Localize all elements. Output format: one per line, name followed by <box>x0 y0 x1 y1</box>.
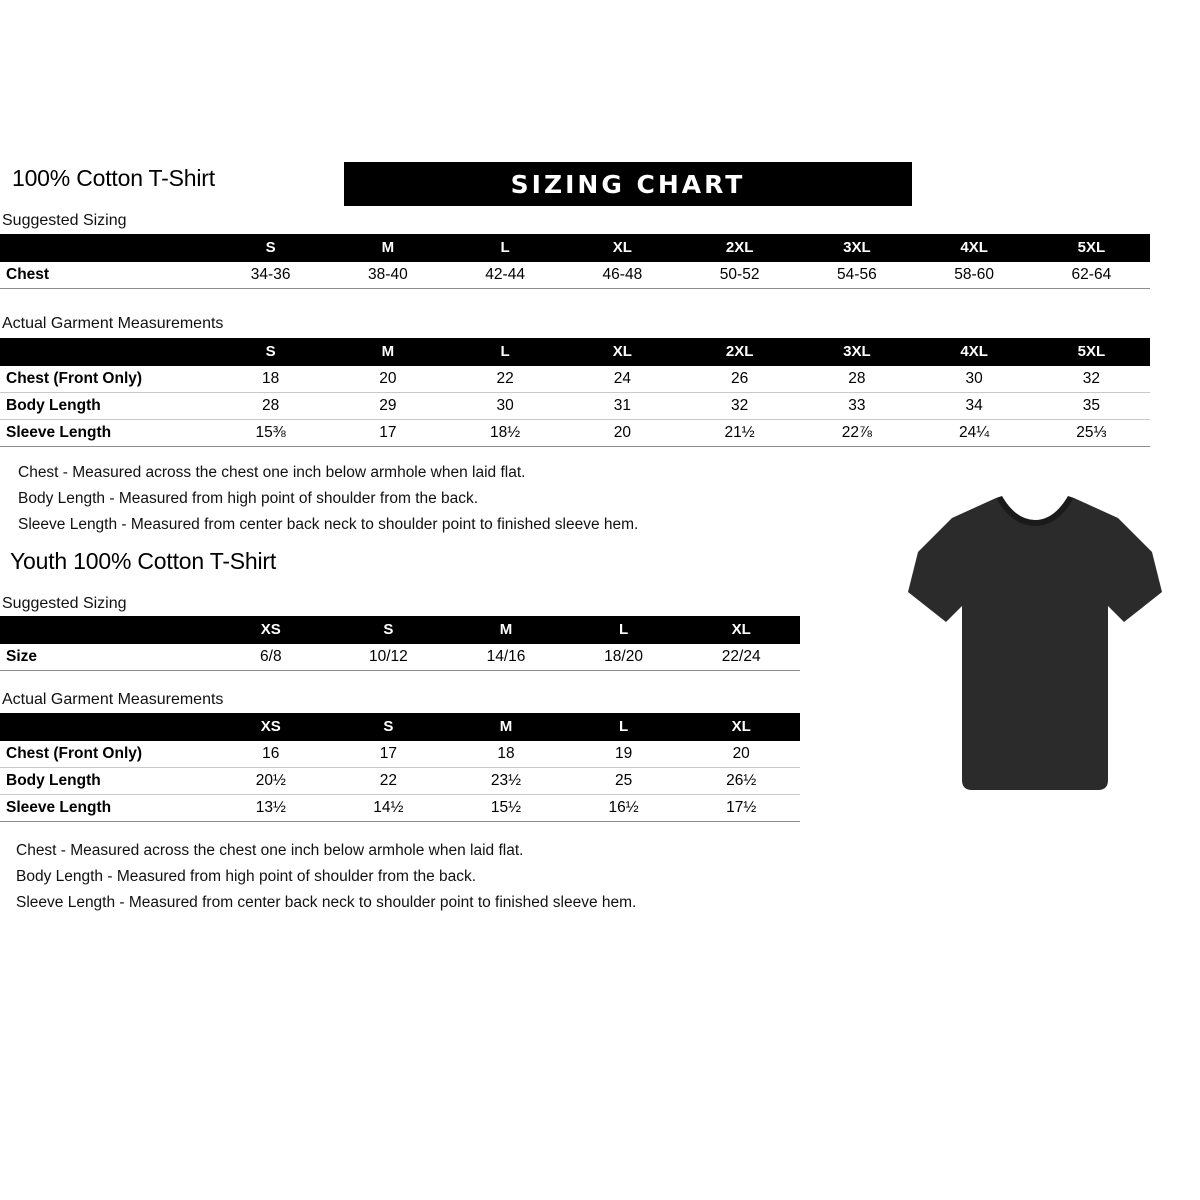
table-cell: 18 <box>447 741 565 768</box>
table-cell: 16 <box>212 741 330 768</box>
adult-suggested-sizing-label: Suggested Sizing <box>2 212 127 229</box>
table-cell: 46-48 <box>564 262 681 289</box>
table-cell: 13½ <box>212 795 330 822</box>
row-label: Chest <box>0 262 212 289</box>
table-row <box>0 768 800 795</box>
table-cell: 58-60 <box>916 262 1033 289</box>
column-header-blank <box>0 234 212 262</box>
column-header-3xl: 3XL <box>798 338 915 366</box>
column-header-l: L <box>447 234 564 262</box>
note-line: Chest - Measured across the chest one inch below armhole when laid flat. <box>18 464 526 481</box>
table-cell: 34 <box>916 393 1033 420</box>
table-cell: 18/20 <box>565 644 683 671</box>
table-cell: 22⅞ <box>798 420 915 447</box>
table-row <box>0 420 1150 447</box>
table-row <box>0 262 1150 289</box>
column-header-4xl: 4XL <box>916 338 1033 366</box>
table-row <box>0 795 800 822</box>
table-cell: 30 <box>447 393 564 420</box>
youth-actual-measurements-label: Actual Garment Measurements <box>2 691 224 708</box>
youth-actual-measurements-table <box>0 713 800 822</box>
column-header-s: S <box>212 338 329 366</box>
column-header-l: L <box>565 713 683 741</box>
table-cell: 26 <box>681 366 798 393</box>
column-header-xl: XL <box>564 338 681 366</box>
column-header-blank <box>0 616 212 644</box>
adult-header <box>12 165 912 205</box>
row-label: Body Length <box>0 393 212 420</box>
table-cell: 17 <box>330 741 448 768</box>
table-cell: 20 <box>564 420 681 447</box>
table-cell: 25 <box>565 768 683 795</box>
column-header-m: M <box>329 234 446 262</box>
column-header-m: M <box>447 616 565 644</box>
table-cell: 28 <box>798 366 915 393</box>
table-cell: 62-64 <box>1033 262 1150 289</box>
column-header-2xl: 2XL <box>681 338 798 366</box>
table-cell: 50-52 <box>681 262 798 289</box>
table-cell: 42-44 <box>447 262 564 289</box>
column-header-blank <box>0 338 212 366</box>
note-line: Body Length - Measured from high point of shoulder from the back. <box>18 490 479 507</box>
column-header-4xl: 4XL <box>916 234 1033 262</box>
table-cell: 21½ <box>681 420 798 447</box>
table-cell: 24¼ <box>916 420 1033 447</box>
table-cell: 28 <box>212 393 329 420</box>
adult-notes <box>18 460 638 538</box>
note-line: Chest - Measured across the chest one inch below armhole when laid flat. <box>16 842 524 859</box>
youth-section-title: Youth 100% Cotton T-Shirt <box>10 548 277 574</box>
column-header-l: L <box>565 616 683 644</box>
youth-notes <box>16 838 636 916</box>
table-cell: 15⅜ <box>212 420 329 447</box>
table-cell: 17½ <box>682 795 800 822</box>
table-cell: 14½ <box>330 795 448 822</box>
table-cell: 29 <box>329 393 446 420</box>
youth-suggested-sizing-label: Suggested Sizing <box>2 595 127 612</box>
column-header-2xl: 2XL <box>681 234 798 262</box>
row-label: Size <box>0 644 212 671</box>
sizing-chart-banner-text: SIZING CHART <box>510 169 746 199</box>
column-header-xl: XL <box>682 713 800 741</box>
table-cell: 54-56 <box>798 262 915 289</box>
table-cell: 15½ <box>447 795 565 822</box>
table-cell: 16½ <box>565 795 683 822</box>
column-header-l: L <box>447 338 564 366</box>
table-cell: 32 <box>1033 366 1150 393</box>
column-header-5xl: 5XL <box>1033 338 1150 366</box>
tshirt-product-image <box>900 480 1170 810</box>
note-line: Sleeve Length - Measured from center back neck to shoulder point to finished sleeve hem. <box>18 516 639 533</box>
table-cell: 10/12 <box>330 644 448 671</box>
column-header-m: M <box>447 713 565 741</box>
table-cell: 22/24 <box>682 644 800 671</box>
table-cell: 32 <box>681 393 798 420</box>
column-header-xl: XL <box>682 616 800 644</box>
column-header-blank <box>0 713 212 741</box>
column-header-s: S <box>330 713 448 741</box>
table-cell: 30 <box>916 366 1033 393</box>
adult-actual-measurements-label: Actual Garment Measurements <box>2 315 224 332</box>
column-header-s: S <box>330 616 448 644</box>
table-cell: 38-40 <box>329 262 446 289</box>
table-row <box>0 644 800 671</box>
row-label: Chest (Front Only) <box>0 366 212 393</box>
table-cell: 22 <box>447 366 564 393</box>
column-header-3xl: 3XL <box>798 234 915 262</box>
table-cell: 20 <box>682 741 800 768</box>
table-row <box>0 366 1150 393</box>
table-cell: 34-36 <box>212 262 329 289</box>
table-cell: 23½ <box>447 768 565 795</box>
table-cell: 33 <box>798 393 915 420</box>
tshirt-icon <box>900 480 1170 810</box>
table-cell: 19 <box>565 741 683 768</box>
table-cell: 20 <box>329 366 446 393</box>
adult-suggested-sizing-table <box>0 234 1150 289</box>
row-label: Sleeve Length <box>0 420 212 447</box>
column-header-m: M <box>329 338 446 366</box>
table-row <box>0 741 800 768</box>
column-header-xl: XL <box>564 234 681 262</box>
adult-actual-measurements-table <box>0 338 1150 447</box>
table-cell: 20½ <box>212 768 330 795</box>
note-line: Sleeve Length - Measured from center back neck to shoulder point to finished sleeve hem. <box>16 894 637 911</box>
table-cell: 22 <box>330 768 448 795</box>
table-cell: 18½ <box>447 420 564 447</box>
table-cell: 25⅓ <box>1033 420 1150 447</box>
table-cell: 31 <box>564 393 681 420</box>
youth-suggested-sizing-table <box>0 616 800 671</box>
table-cell: 17 <box>329 420 446 447</box>
table-cell: 6/8 <box>212 644 330 671</box>
table-cell: 24 <box>564 366 681 393</box>
column-header-xs: XS <box>212 713 330 741</box>
column-header-xs: XS <box>212 616 330 644</box>
row-label: Body Length <box>0 768 212 795</box>
row-label: Chest (Front Only) <box>0 741 212 768</box>
row-label: Sleeve Length <box>0 795 212 822</box>
adult-section-title: 100% Cotton T-Shirt <box>12 165 215 191</box>
table-cell: 18 <box>212 366 329 393</box>
column-header-5xl: 5XL <box>1033 234 1150 262</box>
table-cell: 26½ <box>682 768 800 795</box>
table-cell: 35 <box>1033 393 1150 420</box>
sizing-chart-banner <box>344 162 912 206</box>
note-line: Body Length - Measured from high point of shoulder from the back. <box>16 868 477 885</box>
column-header-s: S <box>212 234 329 262</box>
table-cell: 14/16 <box>447 644 565 671</box>
table-row <box>0 393 1150 420</box>
